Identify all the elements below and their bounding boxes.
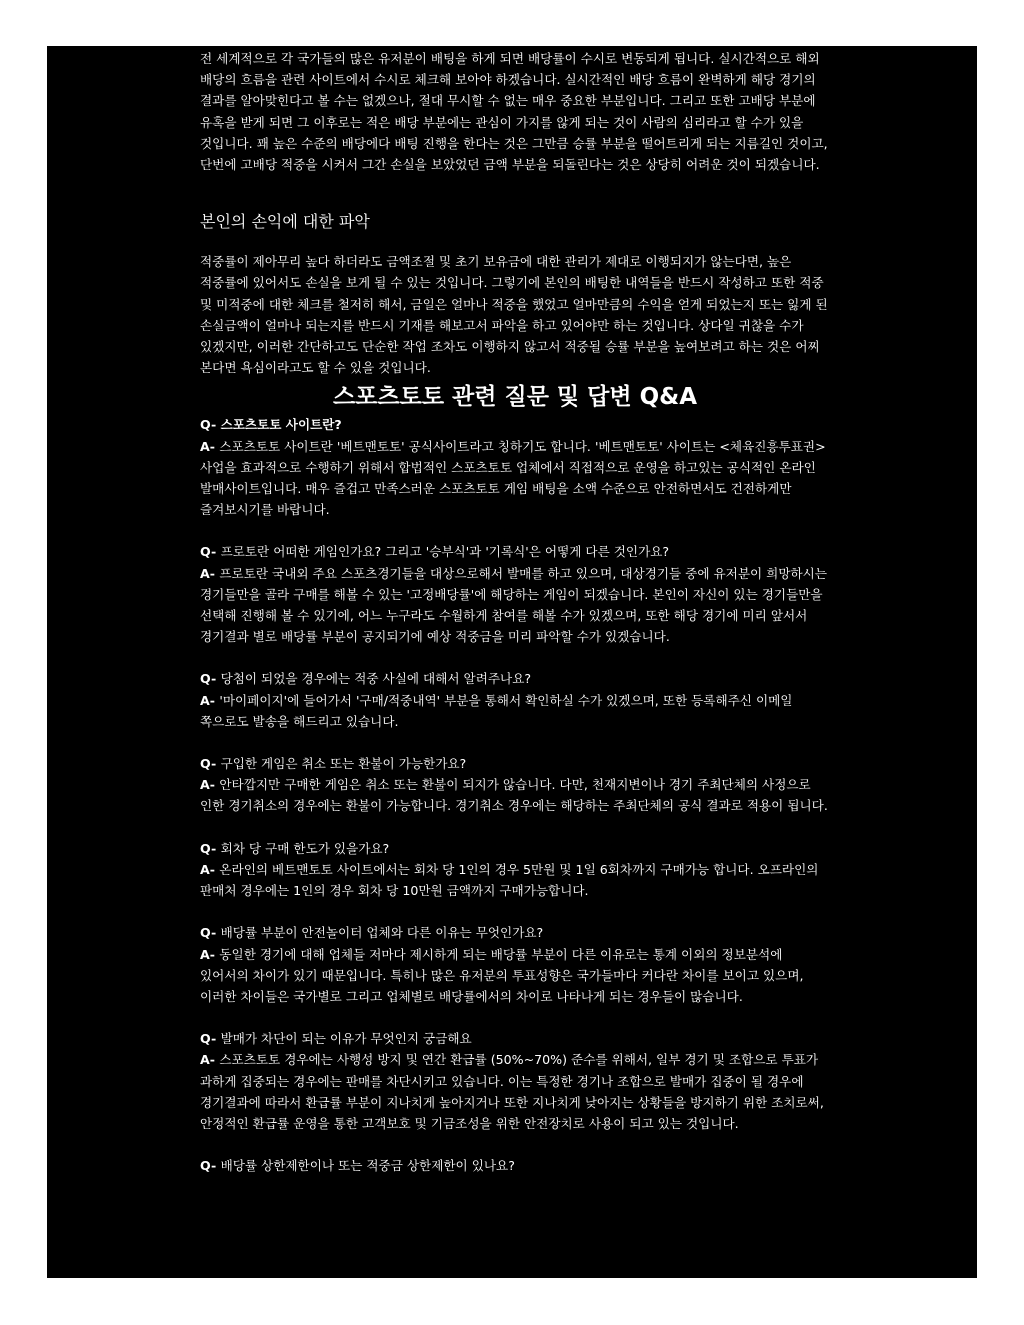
answer-tag: A-: [200, 861, 220, 877]
article-content: [200, 46, 830, 1197]
answer-tag: A-: [200, 1052, 220, 1068]
question: [200, 668, 830, 689]
answer-text: 스포츠토토 경우에는 사행성 방지 및 연간 환급률 (50%~70%) 준수를 위해서, 일부 경기 및 조합으로 투표가 과하게 집중되는 경우에는 판매를 차단시키고 있습니다. 이는 특정한 경기나 조합으로 발매가 집중이 될 경우에 경기결과에 따라서 환급률 부분이 지나치게 높아지거나 또한 지나치게 낮아지는 상황들을 방지하기 위한 조치로써, 안정적인 환급률 운영을 통한 고객보호 및 기금조성을 위한 안전장치로 사용이 되고 있는 것입니다.: [200, 1052, 824, 1131]
question-text: 발매가 차단이 되는 이유가 무엇인지 궁금해요: [220, 1031, 472, 1047]
question-tag: Q-: [200, 756, 221, 772]
question-tag: Q-: [200, 417, 221, 433]
question-text: 구입한 게임은 취소 또는 환불이 가능한가요?: [220, 756, 467, 772]
answer-tag: A-: [200, 946, 220, 962]
answer: [200, 563, 830, 648]
question-text: 당첨이 되었을 경우에는 적중 사실에 대해서 알려주나요?: [220, 671, 532, 687]
section-paragraph: 적중률이 제아무리 높다 하더라도 금액조절 및 초기 보유금에 대한 관리가 제대로 이행되지가 않는다면, 높은 적중률에 있어서도 손실을 보게 될 수 있는 것입니다. 그렇기에 본인의 배팅한 내역들을 반드시 작성하고 또한 적중 및 미적중에 대한 체크를 철저히 해서, 금일은 얼마나 적중을 했었고 얼마만큼의 수익을 얻게 되었는지 또는 잃게 된 손실금액이 얼마나 되는지를 반드시 기재를 해보고서 파악을 하고 있어야만 하는 것입니다. 상다일 귀찮을 수가 있겠지만, 이러한 간단하고도 단순한 작업 조차도 이행하지 않고서 적중될 승률 부분을 높여보려고 하는 것은 어찌 본다면 욕심이라고도 할 수 있을 것입니다.: [200, 254, 828, 376]
question-text: 프로토란 어떠한 게임인가요? 그리고 '승부식'과 '기록식'은 어떻게 다른 것인가요?: [220, 544, 670, 560]
answer-text: 스포츠토토 사이트란 '베트맨토토' 공식사이트라고 칭하기도 합니다. '베트맨토토' 사이트는 <체육진흥투표권> 사업을 효과적으로 수행하기 위해서 합법적인 스포츠토토 업체에서 직접적으로 운영을 하고있는 공식적인 온라인 발매사이트입니다. 매우 즐겁고 만족스러운 스포츠토토 게임 배팅을 소액 수준으로 안전하면서도 건전하게만 즐겨보시기를 바랍니다.: [200, 438, 826, 518]
qa-heading: 스포츠토토 관련 질문 및 답변 Q&A: [332, 384, 698, 411]
answer: [200, 436, 830, 521]
document-page: [47, 46, 977, 1278]
answer: [200, 859, 830, 901]
question-tag: Q-: [200, 671, 221, 687]
qa-item: [200, 1155, 830, 1176]
intro-paragraph: 전 세계적으로 각 국가들의 많은 유저분이 배팅을 하게 되면 배당률이 수시로 변동되게 됩니다. 실시간적으로 해외 배당의 흐름을 관련 사이트에서 수시로 체크해 보아야 하겠습니다. 실시간적인 배당 흐름이 완벽하게 해당 경기의 결과를 알아맞힌다고 볼 수는 없겠으나, 절대 무시할 수 없는 매우 중요한 부분입니다. 그리고 또한 고배당 부분에 유혹을 받게 되면 그 이후로는 적은 배당 부분에는 관심이 가지를 않게 되는 것이 사람의 심리라고 할 수가 있을 것입니다. 꽤 높은 수준의 배당에다 배팅 진행을 한다는 것은 그만큼 승률 부분을 떨어트리게 되는 지름길인 것이고, 단번에 고배당 적중을 시켜서 그간 손실을 보았었던 금액 부분을 되돌린다는 것은 상당히 어려운 것이 되겠습니다.: [200, 51, 828, 173]
answer-tag: A-: [200, 777, 220, 793]
answer-text: 온라인의 베트맨토토 사이트에서는 회차 당 1인의 경우 5만원 및 1일 6회차까지 구매가능 합니다. 오프라인의 판매처 경우에는 1인의 경우 회차 당 10만원 금액까지 구매가능합니다.: [200, 861, 819, 899]
qa-item: [200, 541, 830, 647]
question: [200, 838, 830, 859]
question-tag: Q-: [200, 544, 221, 560]
question-text: 회차 당 구매 한도가 있을가요?: [220, 840, 390, 856]
qa-item: [200, 838, 830, 902]
answer-text: '마이페이지'에 들어가서 '구매/적중내역' 부분을 통해서 확인하실 수가 있겠으며, 또한 등록해주신 이메일 쪽으로도 발송을 해드리고 있습니다.: [200, 692, 793, 729]
qa-list: [200, 414, 830, 1176]
answer: [200, 774, 830, 816]
question-tag: Q-: [200, 1158, 221, 1174]
question: [200, 753, 830, 774]
question: [200, 414, 830, 435]
question-tag: Q-: [200, 840, 221, 856]
answer-tag: A-: [200, 565, 220, 581]
question-text: 배당률 상한제한이나 또는 적중금 상한제한이 있나요?: [220, 1158, 515, 1174]
qa-item: [200, 414, 830, 520]
answer-text: 프로토란 국내외 주요 스포츠경기들을 대상으로해서 발매를 하고 있으며, 대상경기들 중에 유저분이 희망하시는 경기들만을 골라 구매를 해볼 수 있는 '고정배당률'에 해당하는 게임이 되겠습니다. 본인이 자신이 있는 경기들만을 선택해 진행해 볼 수 있기에, 어느 누구라도 수월하게 참여를 해볼 수가 있겠으며, 또한 해당 경기에 미리 앞서서 경기결과 별로 배당률 부분이 공지되기에 예상 적중금을 미리 파악할 수가 있겠습니다.: [200, 565, 828, 645]
question-tag: Q-: [200, 925, 221, 941]
answer-tag: A-: [200, 438, 220, 454]
question-text: 배당률 부분이 안전놀이터 업체와 다른 이유는 무엇인가요?: [220, 925, 544, 941]
question-text: 스포츠토토 사이트란?: [220, 417, 342, 433]
qa-item: [200, 753, 830, 817]
question-tag: Q-: [200, 1031, 221, 1047]
qa-item: [200, 922, 830, 1007]
answer: [200, 1049, 830, 1134]
answer: [200, 690, 830, 732]
answer-text: 동일한 경기에 대해 업체들 저마다 제시하게 되는 배당률 부분이 다른 이유로는 통계 이외의 정보분석에 있어서의 차이가 있기 때문입니다. 특히나 많은 유저분의 투표성향은 국가들마다 커다란 차이를 보이고 있으며, 이러한 차이들은 국가별로 그리고 업체별로 배당률에서의 차이로 나타나게 되는 경우들이 많습니다.: [200, 946, 804, 1004]
question: [200, 1028, 830, 1049]
answer-text: 안타깝지만 구매한 게임은 취소 또는 환불이 되지가 않습니다. 다만, 천재지변이나 경기 주최단체의 사정으로 인한 경기취소의 경우에는 환불이 가능합니다. 경기취소 경우에는 해당하는 주최단체의 공식 결과로 적용이 됩니다.: [200, 777, 828, 814]
section-heading: 본인의 손익에 대한 파악: [200, 212, 370, 232]
qa-item: [200, 1028, 830, 1134]
question: [200, 541, 830, 562]
qa-item: [200, 668, 830, 732]
question: [200, 922, 830, 943]
answer-tag: A-: [200, 692, 220, 708]
answer: [200, 944, 830, 1008]
question: [200, 1155, 830, 1176]
